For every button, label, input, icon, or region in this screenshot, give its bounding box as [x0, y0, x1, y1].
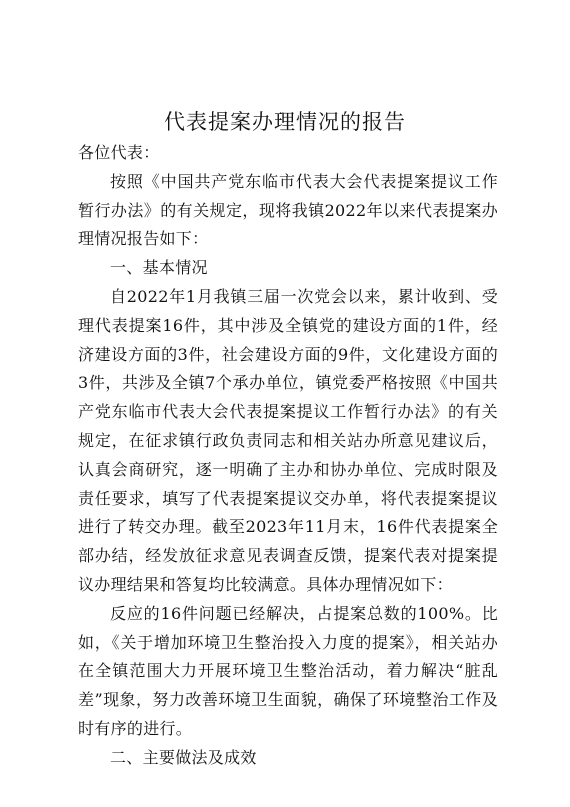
section-heading-practices: 二、主要做法及成效: [110, 747, 257, 767]
paragraph-intro: 按照《中国共产党东临市代表大会代表提案提议工作暂行办法》的有关规定，现将我镇2022年以来代表提案办理情况报告如下：: [78, 171, 498, 249]
section-heading-basic: 一、基本情况: [110, 258, 208, 278]
salutation: 各位代表：: [78, 143, 160, 162]
document-body: [78, 139, 498, 773]
paragraph-basic-situation: 自2022年1月我镇三届一次党会以来，累计收到、受理代表提案16件，其中涉及全镇党的建设方面的1件，经济建设方面的3件，社会建设方面的9件，文化建设方面的3件，共涉及全镇7个承办单位，镇党委严格按照《中国共产党东临市代表大会代表提案提议工作暂行办法》的有关规定，在征求镇行政负责同志和相关站办所意见建议后，认真会商研究，逐一明确了主办和协办单位、完成时限及责任要求，填写了代表提案提议交办单，将代表提案提议进行了转交办理。截至2023年11月末，16件代表提案全部办结，经发放征求意见表调查反馈，提案代表对提案提议办理结果和答复均比较满意。具体办理情况如下：: [78, 286, 498, 594]
paragraph-resolved-issues: 反应的16件问题已经解决，占提案总数的100%。比如，《关于增加环境卫生整治投入力度的提案》，相关站办在全镇范围大力开展环境卫生整治活动，着力解决“脏乱差”现象，努力改善环境卫生面貌，确保了环境整治工作及时有序的进行。: [78, 603, 498, 738]
document-title: 代表提案办理情况的报告: [164, 110, 406, 134]
